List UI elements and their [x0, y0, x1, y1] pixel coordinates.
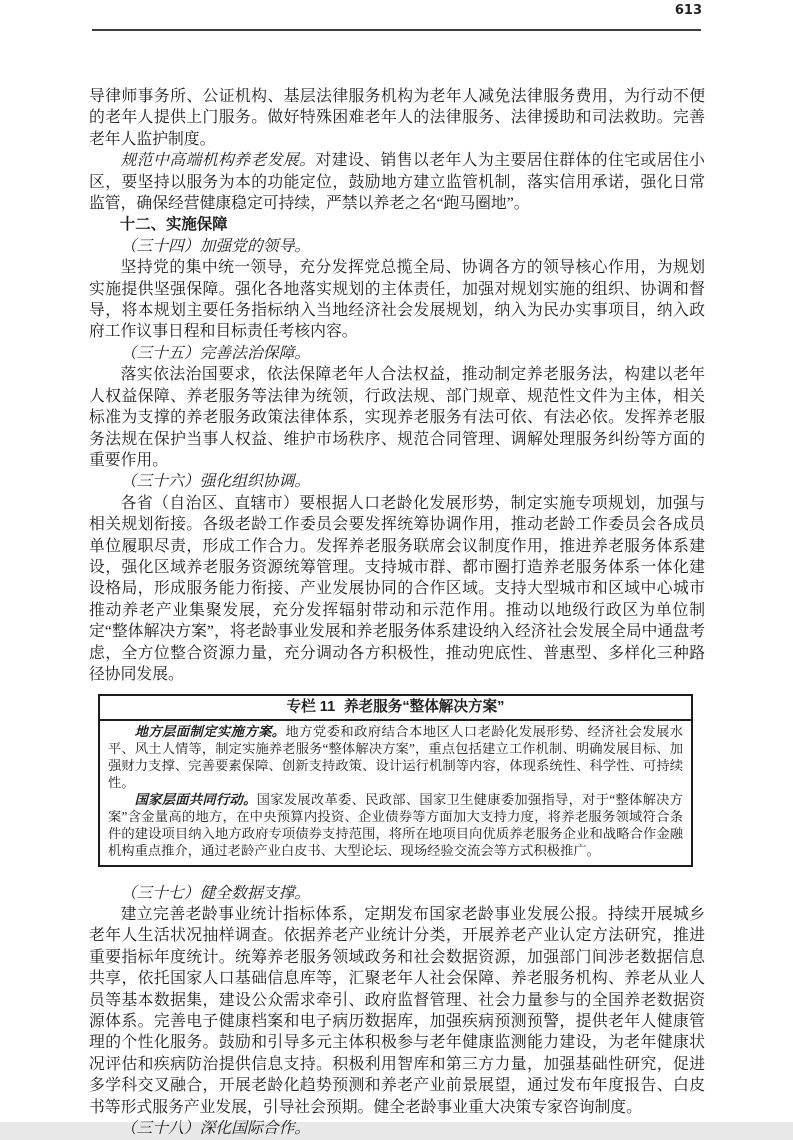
paragraph-text: 对建设、销售以老年人为主要居住群体的住宅或居住小区，要坚持以服务为本的功能定位，鼓励地方建立监管机制，落实信用承诺，强化日常监管，确保经营健康稳定可持续，严禁以养老之名“跑马圈地”。 [89, 152, 705, 213]
column-box-header [100, 696, 691, 721]
subsection-heading-37: （三十七）健全数据支撑。 [120, 884, 311, 902]
paragraph-legal-services: 导律师事务所、公证机构、基层法律服务机构为老年人减免法律服务费用，为行动不便的老年人提供上门服务。做好特殊困难老年人的法律服务、法律援助和司法救助。完善老年人监护制度。 [89, 88, 705, 148]
document-body [89, 86, 705, 1140]
page-number: 613 [674, 3, 702, 18]
box-paragraph-lead: 地方层面制定实施方案。 [134, 724, 286, 740]
column-box-body [100, 721, 691, 864]
box-paragraph-text: 地方党委和政府结合本地区人口老龄化发展形势、经济社会发展水平、风土人情等，制定实施养老服务“整体解决方案”，重点包括建立工作机制、明确发展目标、加强财力支撑、完善要素保障、创新支持政策、设计运行机制等内容，体现系统性、科学性、可持续性。 [108, 724, 684, 791]
box-paragraph-national [108, 792, 683, 860]
paragraph-regulate-senior-housing [89, 150, 705, 214]
column-box-label: 专栏 11 [286, 699, 336, 716]
header-rule [92, 29, 701, 31]
paragraph-lead: 规范中高端机构养老发展。 [120, 152, 316, 170]
paragraph-party-leadership: 坚持党的集中统一领导，充分发挥党总揽全局、协调各方的领导核心作用，为规划实施提供坚强保障。强化各地落实规划的主体责任，加强对规划实施的组织、协调和督导，将本规划主要任务指标纳入当地经济社会发展规划，纳入为民办实事项目，纳入政府工作议事日程和目标责任考核内容。 [89, 259, 705, 341]
box-paragraph-lead: 国家层面共同行动。 [134, 792, 257, 807]
section-heading-12: 十二、实施保障 [119, 216, 228, 234]
column-box-11 [98, 694, 693, 866]
paragraph-org-coordination: 各省（自治区、直辖市）要根据人口老龄化发展形势，制定实施专项规划，加强与相关规划衔接。各级老龄工作委员会要发挥统筹协调作用，推动老龄工作委员会各成员单位履职尽责，形成工作合力。发挥养老服务联席会议制度作用，推进养老服务体系建设，强化区域养老服务资源统筹管理。支持城市群、都市圈打造养老服务体系一体化建设格局，形成服务能力衔接、产业发展协同的合作区域。支持大型城市和区域中心城市推动养老产业集聚发展，充分发挥辐射带动和示范作用。推动以地级行政区为单位制定“整体解决方案”，将老龄事业发展和养老服务体系建设纳入经济社会发展全局中通盘考虑，全方位整合资源力量，充分调动各方积极性，推动兜底性、普惠型、多样化三种路径协同发展。 [89, 494, 705, 683]
subsection-heading-34: （三十四）加强党的领导。 [120, 237, 311, 255]
paragraph-data-support: 建立完善老龄事业统计指标体系，定期发布国家老龄事业发展公报。持续开展城乡老年人生活状况抽样调查。依据养老产业统计分类，开展养老产业认定方法研究，推进重要指标年度统计。统筹养老服务领域政务和社会数据资源，加强部门间涉老数据信息共享，依托国家人口基础信息库等，汇聚老年人社会保障、养老服务机构、养老从业人员等基本数据集，建设公众需求牵引、政府监督管理、社会力量参与的全国养老数据资源体系。完善电子健康档案和电子病历数据库，加强疾病预测预警，提供老年人健康管理的个性化服务。鼓励和引导多元主体积极参与老年健康监测能力建设，为老年健康状况评估和疾病防治提供信息支持。积极利用智库和第三方力量，加强基础性研究，促进多学科交叉融合，开展老龄化趋势预测和养老产业前景展望，通过发布年度报告、白皮书等形式服务产业发展，引导社会预期。健全老龄事业重大决策专家咨询制度。 [89, 906, 705, 1116]
box-paragraph-text: 国家发展改革委、民政部、国家卫生健康委加强指导，对于“整体解决方案”含金量高的地方，在中央预算内投资、企业债券等方面加大支持力度，将养老服务领域符合条件的建设项目纳入地方政府专项债券支持范围，将所在地项目向优质养老服务企业和战略合作金融机构重点推介，通过老龄产业白皮书、大型论坛、现场经验交流会等方式积极推广。 [108, 792, 683, 858]
box-paragraph-local [108, 724, 683, 792]
column-box-title: 养老服务“整体解决方案” [343, 699, 505, 716]
subsection-heading-35: （三十五）完善法治保障。 [120, 344, 311, 362]
paragraph-legal-guarantee: 落实依法治国要求，依法保障老年人合法权益，推动制定养老服务法，构建以老年人权益保障、养老服务等法律为统领，行政法规、部门规章、规范性文件为主体，相关标准为支撑的养老服务政策法律体系，实现养老服务有法可依、有法必依。发挥养老服务法规在保护当事人权益、维护市场秩序、规范合同管理、调解处理服务纠纷等方面的重要作用。 [89, 366, 705, 469]
subsection-heading-36: （三十六）强化组织协调。 [120, 473, 311, 491]
subsection-heading-38: （三十八）深化国际合作。 [120, 1120, 311, 1138]
